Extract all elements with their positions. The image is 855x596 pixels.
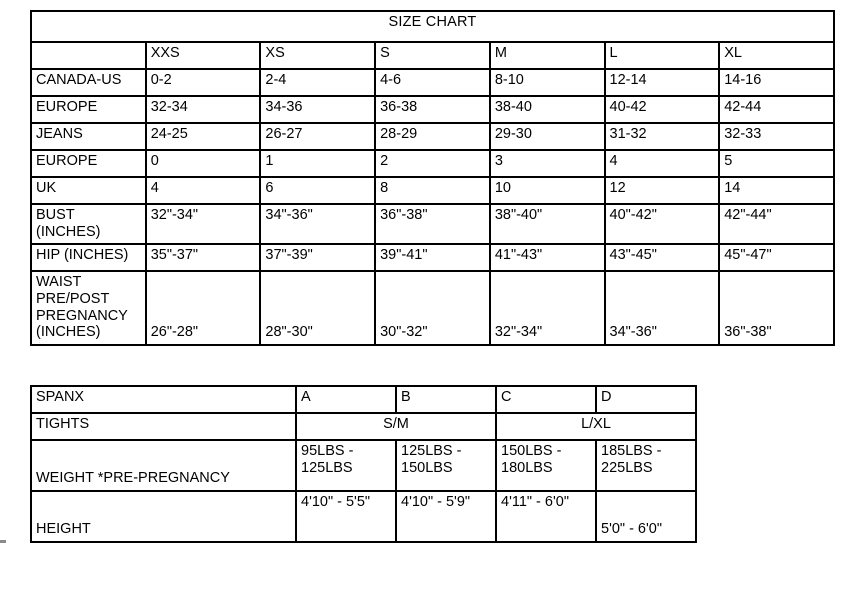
table-row	[31, 204, 834, 244]
cell-canada-us-m: 8-10	[490, 69, 605, 96]
spanx-header-a: A	[296, 386, 396, 413]
page-edge-mark	[0, 540, 6, 543]
cell-height-b: 4'10" - 5'9"	[396, 491, 496, 542]
row-label-europe-1: EUROPE	[31, 96, 146, 123]
spanx-header-b: B	[396, 386, 496, 413]
cell-waist-m: 32"-34"	[490, 271, 605, 345]
cell-waist-xl: 36"-38"	[719, 271, 834, 345]
size-chart-header-l: L	[605, 42, 720, 69]
row-label-weight: WEIGHT *PRE-PREGNANCY	[31, 440, 296, 491]
row-label-uk: UK	[31, 177, 146, 204]
row-label-height: HEIGHT	[31, 491, 296, 542]
cell-hip-xxs: 35"-37"	[146, 244, 261, 271]
row-label-europe-2: EUROPE	[31, 150, 146, 177]
cell-jeans-xs: 26-27	[260, 123, 375, 150]
cell-europe1-xs: 34-36	[260, 96, 375, 123]
cell-europe1-xl: 42-44	[719, 96, 834, 123]
cell-weight-b: 125LBS - 150LBS	[396, 440, 496, 491]
cell-tights-lxl: L/XL	[496, 413, 696, 440]
cell-uk-s: 8	[375, 177, 490, 204]
size-chart-header-row	[31, 42, 834, 69]
cell-jeans-m: 29-30	[490, 123, 605, 150]
table-row	[31, 96, 834, 123]
size-chart-title: SIZE CHART	[31, 11, 834, 42]
size-chart-table	[30, 10, 835, 346]
cell-canada-us-l: 12-14	[605, 69, 720, 96]
table-row	[31, 244, 834, 271]
table-row	[31, 413, 696, 440]
cell-bust-xl: 42"-44"	[719, 204, 834, 244]
row-label-waist: WAIST PRE/POST PREGNANCY (INCHES)	[31, 271, 146, 345]
cell-waist-l: 34"-36"	[605, 271, 720, 345]
table-row	[31, 150, 834, 177]
table-row	[31, 440, 696, 491]
size-chart-header-xs: XS	[260, 42, 375, 69]
cell-hip-m: 41"-43"	[490, 244, 605, 271]
cell-europe2-xl: 5	[719, 150, 834, 177]
cell-jeans-s: 28-29	[375, 123, 490, 150]
cell-canada-us-xl: 14-16	[719, 69, 834, 96]
cell-weight-a: 95LBS - 125LBS	[296, 440, 396, 491]
cell-jeans-l: 31-32	[605, 123, 720, 150]
cell-canada-us-s: 4-6	[375, 69, 490, 96]
cell-hip-s: 39"-41"	[375, 244, 490, 271]
cell-height-c: 4'11" - 6'0"	[496, 491, 596, 542]
cell-jeans-xxs: 24-25	[146, 123, 261, 150]
table-row	[31, 123, 834, 150]
cell-europe2-m: 3	[490, 150, 605, 177]
cell-bust-l: 40"-42"	[605, 204, 720, 244]
size-chart-header-xxs: XXS	[146, 42, 261, 69]
size-chart-header-xl: XL	[719, 42, 834, 69]
spanx-chart-table	[30, 385, 697, 543]
cell-tights-sm: S/M	[296, 413, 496, 440]
cell-europe2-xs: 1	[260, 150, 375, 177]
size-chart-header-s: S	[375, 42, 490, 69]
cell-hip-l: 43"-45"	[605, 244, 720, 271]
cell-europe2-xxs: 0	[146, 150, 261, 177]
cell-canada-us-xxs: 0-2	[146, 69, 261, 96]
cell-europe1-m: 38-40	[490, 96, 605, 123]
cell-canada-us-xs: 2-4	[260, 69, 375, 96]
cell-uk-xl: 14	[719, 177, 834, 204]
cell-weight-c: 150LBS - 180LBS	[496, 440, 596, 491]
cell-europe2-l: 4	[605, 150, 720, 177]
cell-height-a: 4'10" - 5'5"	[296, 491, 396, 542]
cell-bust-s: 36"-38"	[375, 204, 490, 244]
spanx-header-d: D	[596, 386, 696, 413]
row-label-jeans: JEANS	[31, 123, 146, 150]
row-label-hip: HIP (INCHES)	[31, 244, 146, 271]
cell-uk-l: 12	[605, 177, 720, 204]
cell-waist-xxs: 26"-28"	[146, 271, 261, 345]
cell-waist-s: 30"-32"	[375, 271, 490, 345]
spanx-header-c: C	[496, 386, 596, 413]
cell-uk-xxs: 4	[146, 177, 261, 204]
cell-waist-xs: 28"-30"	[260, 271, 375, 345]
size-chart-header-m: M	[490, 42, 605, 69]
cell-jeans-xl: 32-33	[719, 123, 834, 150]
row-label-tights: TIGHTS	[31, 413, 296, 440]
cell-uk-m: 10	[490, 177, 605, 204]
table-row	[31, 69, 834, 96]
cell-europe2-s: 2	[375, 150, 490, 177]
cell-uk-xs: 6	[260, 177, 375, 204]
cell-hip-xl: 45"-47"	[719, 244, 834, 271]
spanx-label: SPANX	[31, 386, 296, 413]
spanx-header-row	[31, 386, 696, 413]
table-row	[31, 177, 834, 204]
cell-bust-xxs: 32"-34"	[146, 204, 261, 244]
cell-height-d: 5'0" - 6'0"	[596, 491, 696, 542]
cell-weight-d: 185LBS - 225LBS	[596, 440, 696, 491]
cell-europe1-s: 36-38	[375, 96, 490, 123]
size-chart-header-blank	[31, 42, 146, 69]
cell-europe1-l: 40-42	[605, 96, 720, 123]
cell-europe1-xxs: 32-34	[146, 96, 261, 123]
table-row	[31, 271, 834, 345]
cell-bust-xs: 34"-36"	[260, 204, 375, 244]
row-label-bust: BUST (INCHES)	[31, 204, 146, 244]
table-row	[31, 491, 696, 542]
cell-bust-m: 38"-40"	[490, 204, 605, 244]
cell-hip-xs: 37"-39"	[260, 244, 375, 271]
row-label-canada-us: CANADA-US	[31, 69, 146, 96]
size-chart-title-row	[31, 11, 834, 42]
